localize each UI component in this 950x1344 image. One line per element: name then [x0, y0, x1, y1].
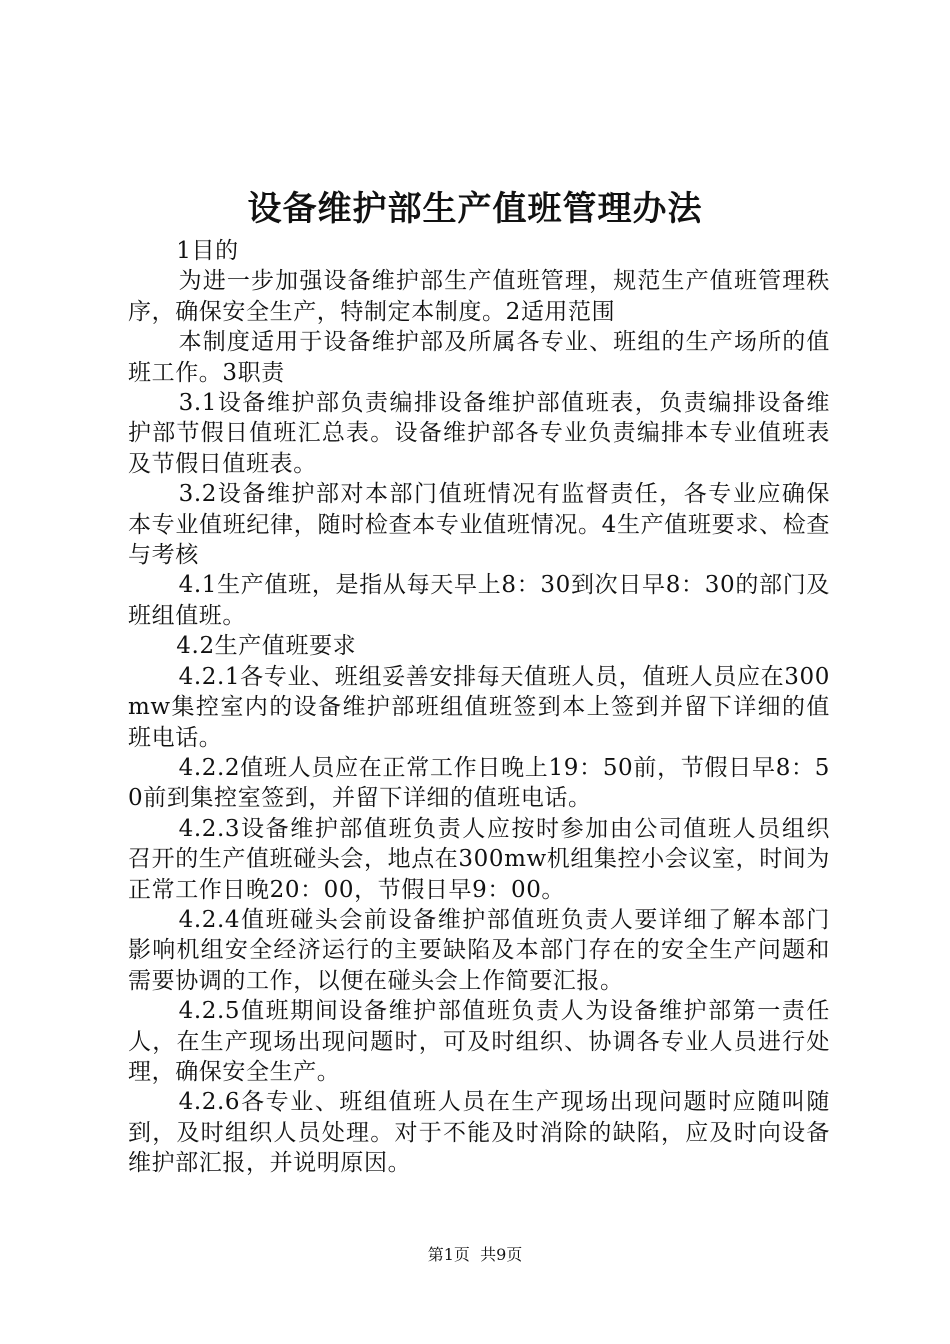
- paragraph-4-2-4: 4.2.4值班碰头会前设备维护部值班负责人要详细了解本部门影响机组安全经济运行的主要缺陷及本部门存在的安全生产问题和需要协调的工作，以便在碰头会上作简要汇报。: [128, 906, 830, 994]
- section-heading-4-2: 4.2生产值班要求: [176, 633, 357, 660]
- document-body: [128, 236, 830, 1179]
- paragraph-scope: 本制度适用于设备维护部及所属各专业、班组的生产场所的值班工作。3职责: [128, 329, 830, 386]
- paragraph-duty-3-2: 3.2设备维护部对本部门值班情况有监督责任，各专业应确保本专业值班纪律，随时检查本专业值班情况。4生产值班要求、检查与考核: [128, 481, 830, 569]
- paragraph-4-1: 4.1生产值班，是指从每天早上8：30到次日早8：30的部门及班组值班。: [128, 572, 830, 629]
- paragraph-4-2-3: 4.2.3设备维护部值班负责人应按时参加由公司值班人员组织召开的生产值班碰头会，地点在300mw机组集控小会议室，时间为正常工作日晚20：00，节假日早9：00。: [128, 815, 830, 903]
- paragraph-4-2-2: 4.2.2值班人员应在正常工作日晚上19：50前，节假日早8：50前到集控室签到，并留下详细的值班电话。: [128, 754, 830, 812]
- paragraph-purpose: 为进一步加强设备维护部生产值班管理，规范生产值班管理秩序，确保安全生产，特制定本制度。2适用范围: [128, 268, 830, 325]
- paragraph-4-2-6: 4.2.6各专业、班组值班人员在生产现场出现问题时应随叫随到，及时组织人员处理。对于不能及时消除的缺陷，应及时向设备维护部汇报，并说明原因。: [128, 1089, 830, 1177]
- document-title: 设备维护部生产值班管理办法: [247, 189, 703, 229]
- section-heading-purpose: 1目的: [176, 238, 239, 264]
- paragraph-4-2-5: 4.2.5值班期间设备维护部值班负责人为设备维护部第一责任人，在生产现场出现问题时，可及时组织、协调各专业人员进行处理，确保安全生产。: [128, 998, 830, 1085]
- paragraph-4-2-1: 4.2.1各专业、班组妥善安排每天值班人员，值班人员应在300mw集控室内的设备维护部班组值班签到本上签到并留下详细的值班电话。: [128, 663, 830, 751]
- page-footer: [0, 1244, 950, 1266]
- paragraph-duty-3-1: 3.1设备维护部负责编排设备维护部值班表，负责编排设备维护部节假日值班汇总表。设备维护部各专业负责编排本专业值班表及节假日值班表。: [128, 390, 830, 477]
- page-number-label: 第1页 共9页: [427, 1245, 523, 1264]
